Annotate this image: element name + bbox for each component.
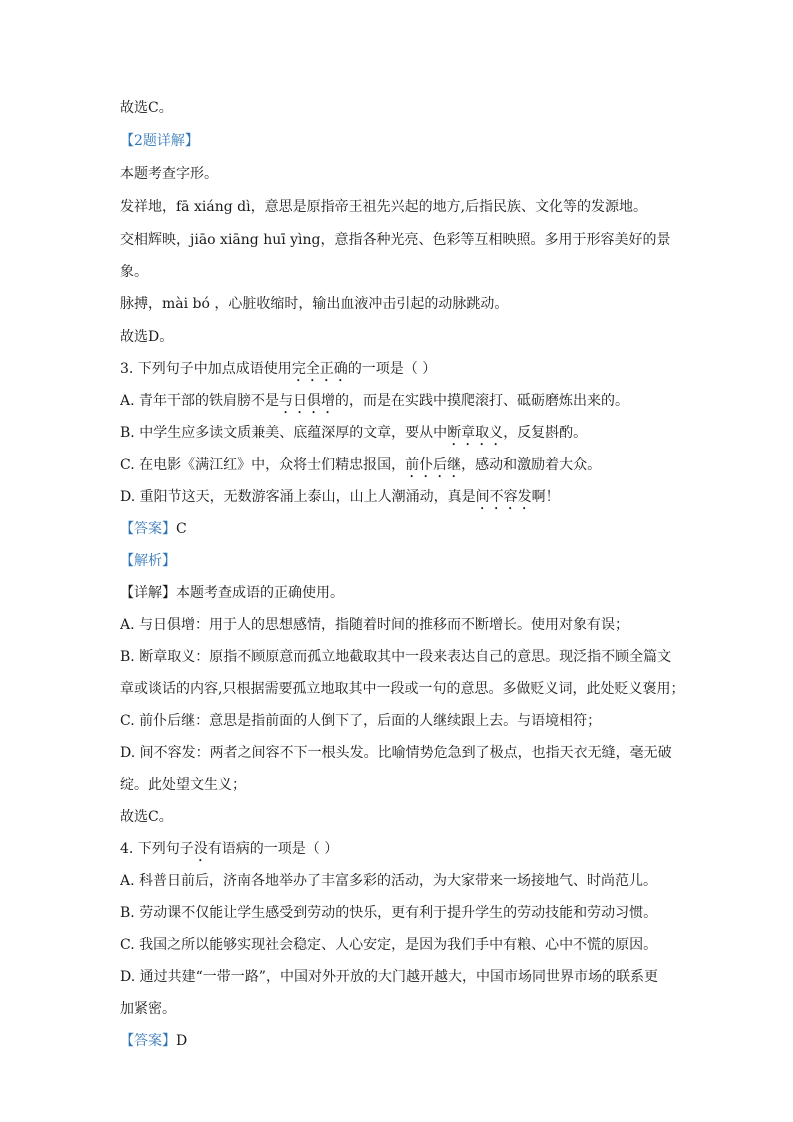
option-b — [120, 423, 680, 449]
answer-line — [120, 519, 680, 539]
stem-text: 有语病的一项是（ ） — [207, 841, 339, 857]
text-line: 交相辉映，jiāo xiāng huī yìng，意指各种光亮、色彩等互相映照。多用于形容美好的景 — [120, 232, 671, 248]
answer-label: 【答案】 — [120, 1033, 176, 1049]
detail-text: 本题考查成语的正确使用。 — [176, 585, 344, 601]
option-a: A. 科普日前后，济南各地举办了丰富多彩的活动，为大家带来一场接地气、时尚范儿。 — [120, 873, 658, 889]
text-line: 故选D。 — [120, 329, 174, 345]
option-text: A. 青年干部的铁肩膀不是 — [120, 393, 280, 409]
emphasized-idiom: 与日俱增 — [279, 393, 336, 409]
option-text: B. 中学生应多读文质兼美、底蕴深厚的文章，要从中 — [120, 425, 448, 441]
question-3-stem — [120, 359, 680, 385]
emphasized-idiom: 间不容发 — [475, 489, 532, 505]
section-heading: 【2题详解】 — [120, 133, 199, 149]
stem-text: 3. 下列句子中加点成语使用 — [120, 361, 292, 377]
text-line: 发祥地，fā xiáng dì，意思是原指帝王祖先兴起的地方,后指民族、文化等的发源地。 — [120, 199, 648, 215]
option-b: B. 劳动课不仅能让学生感受到劳动的快乐，更有利于提升学生的劳动技能和劳动习惯。 — [120, 905, 658, 921]
text-line: C. 前仆后继：意思是指前面的人倒下了，后面的人继续跟上去。与语境相符； — [120, 713, 602, 729]
text-line: 加紧密。 — [120, 1001, 176, 1017]
option-text: ，感动和激励着大众。 — [461, 457, 602, 473]
text-line: D. 间不容发：两者之间容不下一根头发。比喻情势危急到了极点，也指天衣无缝，毫无破 — [120, 745, 672, 761]
answer-value: D — [176, 1033, 188, 1049]
stem-text: 的一项是（ ） — [347, 361, 437, 377]
text-line: 脉搏，mài bó ，心脏收缩时，输出血液冲击引起的动脉跳动。 — [120, 296, 509, 312]
option-c — [120, 455, 680, 481]
text-line: 故选C。 — [120, 809, 173, 825]
answer-label: 【答案】 — [120, 521, 176, 537]
option-c: C. 我国之所以能够实现社会稳定、人心安定，是因为我们手中有粮、心中不慌的原因。 — [120, 937, 658, 953]
option-text: C. 在电影《满江红》中，众将士们精忠报国， — [120, 457, 406, 473]
emphasized-text: 完全正确 — [291, 361, 348, 377]
text-line: 本题考查字形。 — [120, 166, 218, 182]
text-line: 章或谈话的内容,只根据需要孤立地取其中一段或一句的意思。多做贬义词，此处贬义褒用； — [120, 681, 685, 697]
answer-value: C — [176, 521, 187, 537]
detail-label: 【详解】 — [120, 585, 176, 601]
answer-line — [120, 1031, 680, 1051]
option-a — [120, 391, 680, 417]
option-text: 啊！ — [531, 489, 560, 505]
text-line: B. 断章取义：原指不顾原意而孤立地截取其中一段来表达自己的意思。现泛指不顾全篇文 — [120, 649, 672, 665]
option-text: ，反复斟酌。 — [503, 425, 588, 441]
option-d — [120, 487, 680, 513]
text-line: A. 与日俱增：用于人的思想感情，指随着时间的推移而不断增长。使用对象有误； — [120, 617, 630, 633]
text-line: 绽。此处望文生义； — [120, 777, 246, 793]
analysis-label: 【解析】 — [120, 553, 176, 569]
option-d: D. 通过共建“一带一路”，中国对外开放的大门越开越大，中国市场同世界市场的联系更 — [120, 969, 658, 985]
option-text: 的，而是在实践中摸爬滚打、砥砺磨炼出来的。 — [335, 393, 630, 409]
emphasized-text: 没 — [193, 841, 208, 857]
text-line: 故选C。 — [120, 100, 173, 116]
detail-line — [120, 583, 680, 603]
emphasized-idiom: 前仆后继 — [405, 457, 462, 473]
question-4-stem — [120, 839, 680, 865]
option-text: D. 重阳节这天，无数游客涌上泰山，山上人潮涌动，真是 — [120, 489, 476, 505]
emphasized-idiom: 断章取义 — [447, 425, 504, 441]
text-line: 象。 — [120, 264, 148, 280]
stem-text: 4. 下列句子 — [120, 841, 194, 857]
